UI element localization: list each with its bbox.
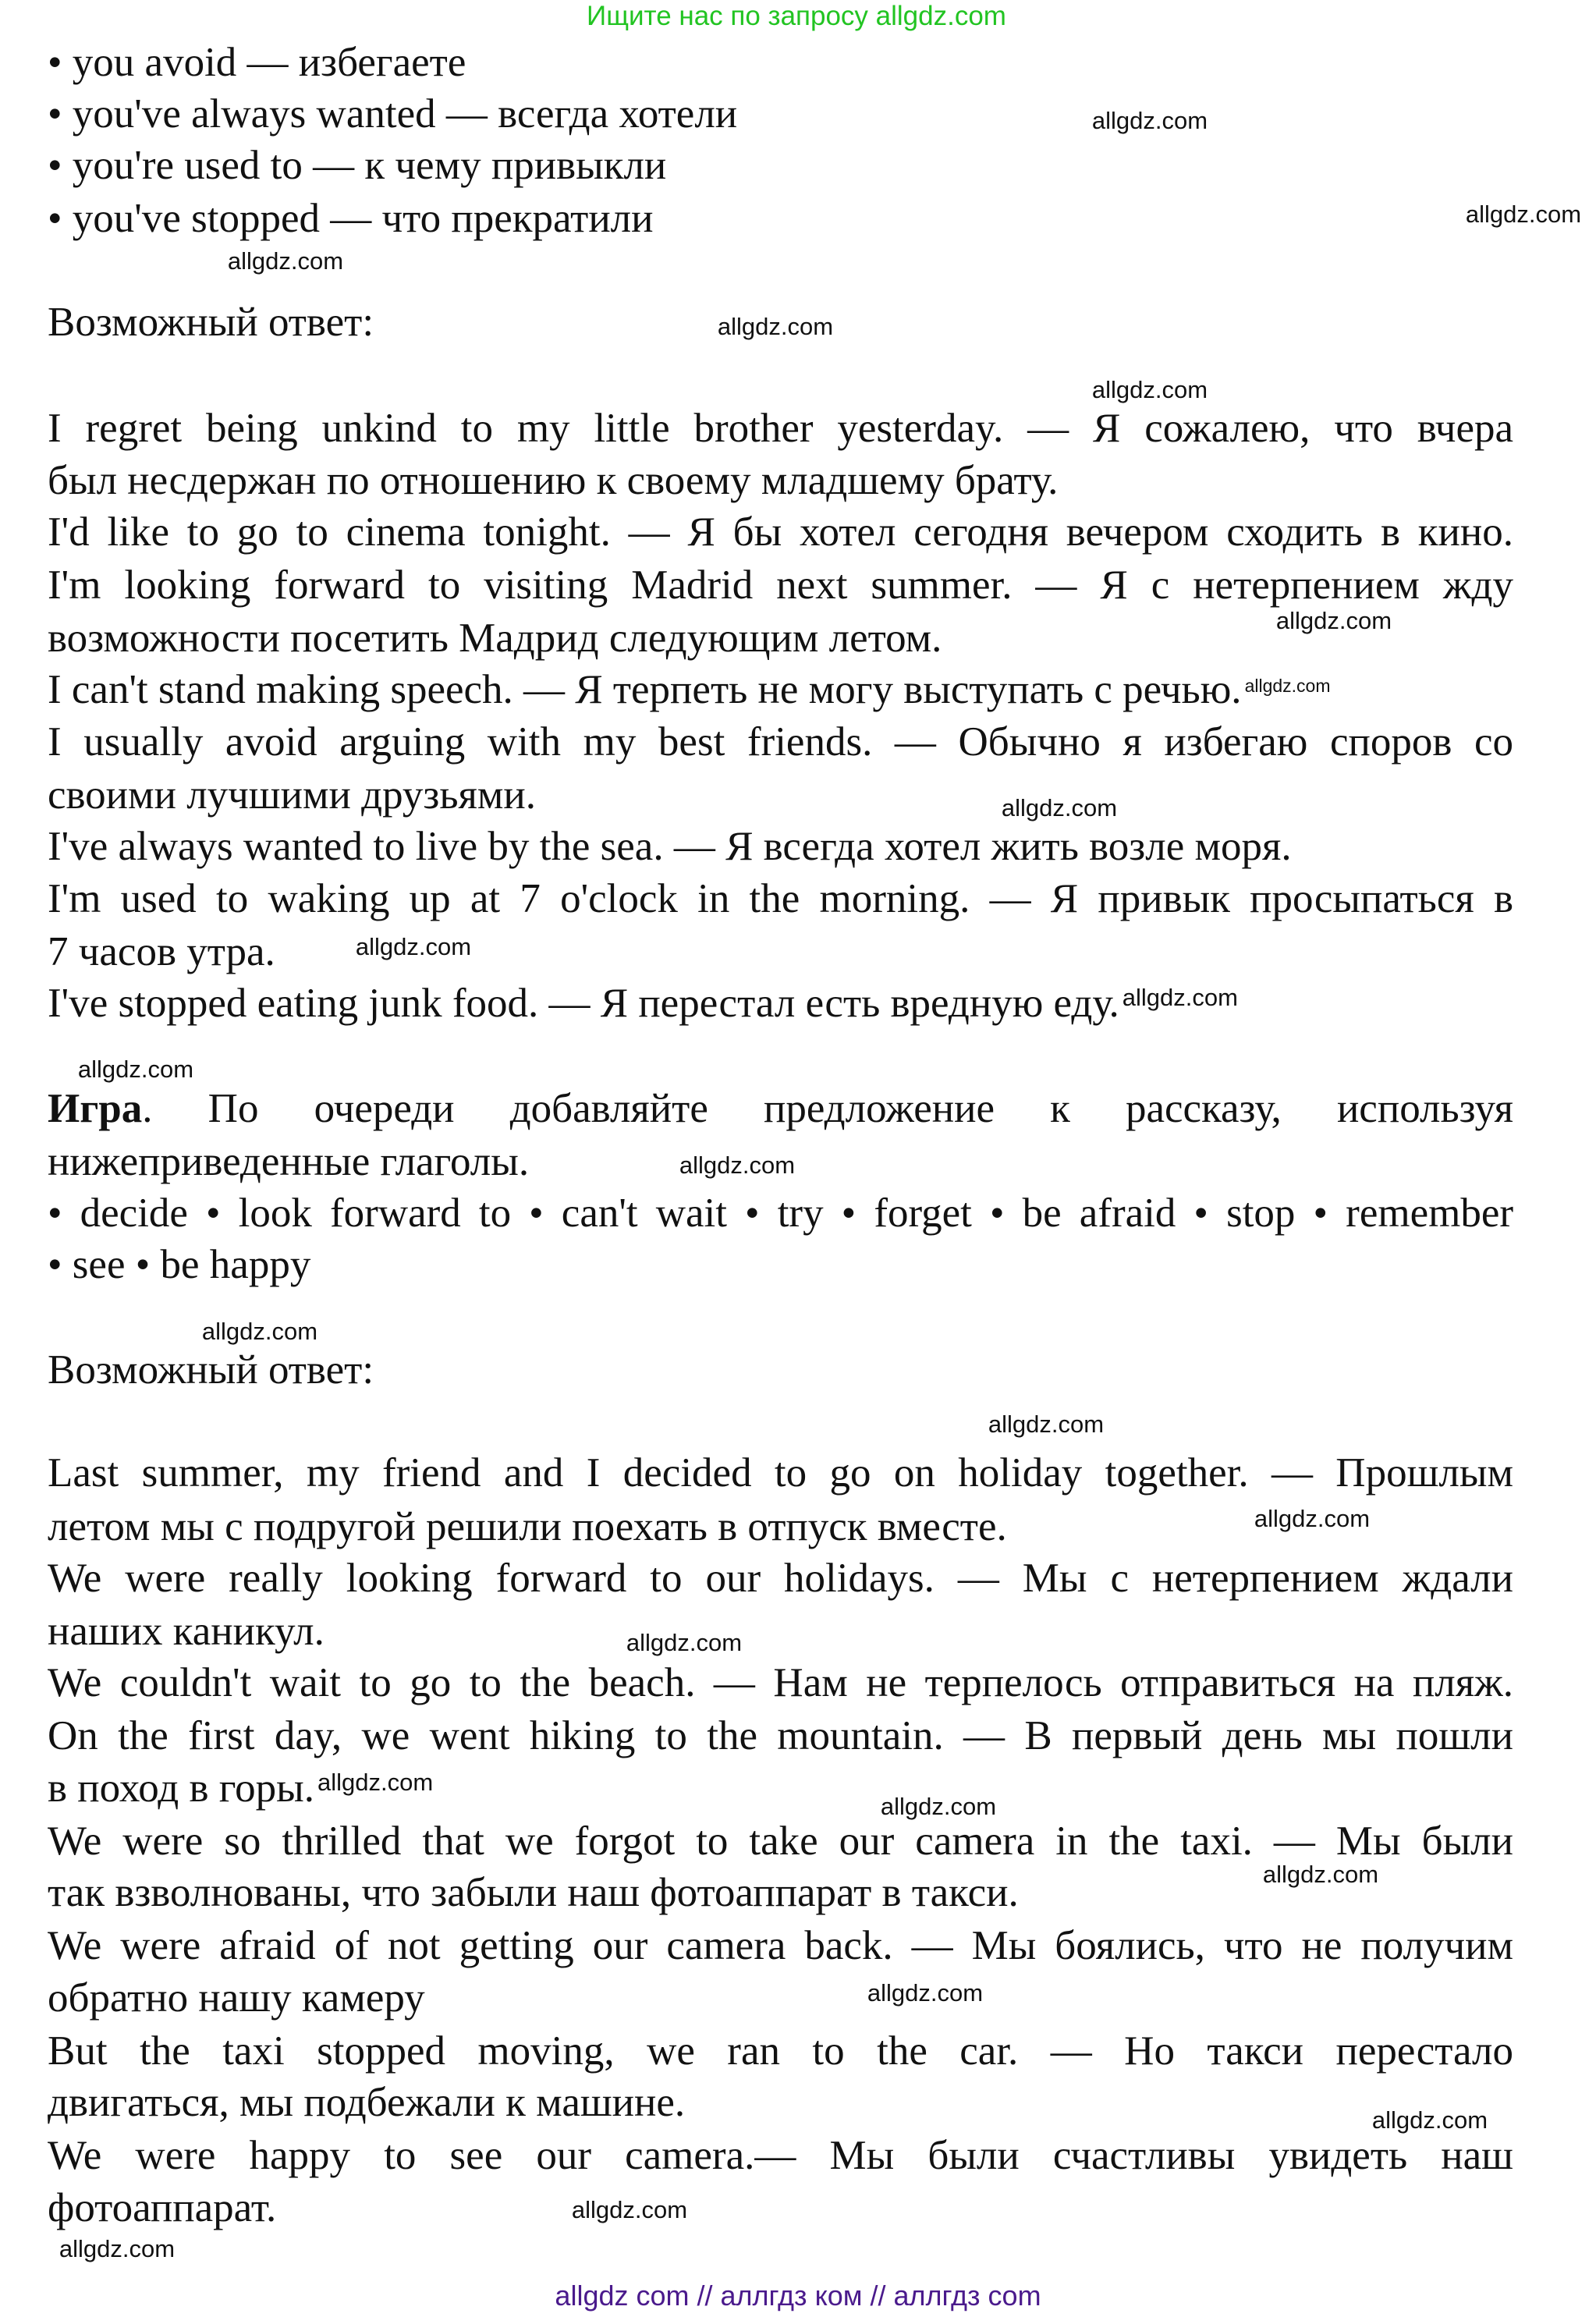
watermark: allgdz.com [317,1769,434,1796]
answer-line: I usually avoid arguing with my best friends. — Обычно я избегаю споров со [48,719,1513,765]
watermark: allgdz.com [988,1410,1105,1438]
watermark: allgdz.com [1001,794,1118,821]
story-line: наших каникул. [48,1609,325,1654]
story-line: We were so thrilled that we forgot to take our camera in the taxi. — Мы были [48,1818,1513,1864]
watermark: allgdz.com [227,247,344,275]
answer-line-wrap [48,668,1513,711]
answer-line: I'm used to waking up at 7 o'clock in the morning. — Я привык просыпаться в [48,876,1513,921]
vocab-item: • you've stopped — что прекратили [48,196,654,241]
game-instruction [48,1087,1513,1130]
watermark: allgdz.com [1091,107,1208,134]
answer-line: I've stopped eating junk food. — Я перестал есть вредную еду. [48,981,1119,1026]
watermark: allgdz.com [880,1793,997,1820]
answer-line-wrap [48,981,1513,1025]
watermark: allgdz.com [1122,984,1238,1011]
watermark: allgdz.com [867,1979,984,2007]
answer-line: I can't stand making speech. — Я терпеть не могу выступать с речью. [48,667,1242,712]
story-line: We were afraid of not getting our camera back. — Мы боялись, что не получим [48,1923,1513,1968]
story-line: так взволнованы, что забыли наш фотоаппарат в такси. [48,1870,1019,1915]
watermark: allgdz.com [1244,676,1331,696]
watermark: allgdz.com [1275,607,1392,634]
game-instruction-text: . По очереди добавляйте предложение к рассказу, используя [142,1086,1513,1131]
watermark: allgdz.com [77,1056,194,1083]
story-line: But the taxi stopped moving, we ran to the car. — Но такси перестало [48,2028,1513,2074]
vocab-item: • you've always wanted — всегда хотели [48,91,738,137]
watermark: allgdz.com [1465,200,1582,228]
story-line: On the first day, we went hiking to the mountain. — В первый день мы пошли [48,1713,1513,1758]
answer-label: Возможный ответ: [48,300,374,345]
answer-line: своими лучшими друзьями. [48,772,537,818]
answer-label: Возможный ответ: [48,1347,374,1393]
story-line: We were really looking forward to our holidays. — Мы с нетерпением ждали [48,1556,1513,1601]
story-line: летом мы с подругой решили поехать в отпуск вместе. [48,1504,1007,1549]
story-line: в поход в горы. [48,1765,315,1811]
watermark: allgdz.com [626,1629,743,1656]
answer-line: возможности посетить Мадрид следующим летом. [48,616,942,661]
answer-line: 7 часов утра. [48,929,275,974]
search-banner: Ищите нас по запросу allgdz.com [587,1,1006,31]
watermark: allgdz.com [1371,2106,1488,2134]
story-line: обратно нашу камеру [48,1975,425,2021]
watermark: allgdz.com [201,1318,318,1345]
story-line-wrap [48,1766,1513,1810]
verb-list: • see • be happy [48,1242,311,1287]
answer-line: был несдержан по отношению к своему младшему брату. [48,458,1059,503]
story-line: We couldn't wait to go to the beach. — Нам не терпелось отправиться на пляж. [48,1660,1513,1705]
watermark: allgdz.com [59,2235,176,2262]
watermark: allgdz.com [1091,376,1208,403]
answer-line: I regret being unkind to my little brother yesterday. — Я сожалею, что вчера [48,406,1513,451]
story-line: фотоаппарат. [48,2185,277,2230]
watermark: allgdz.com [1262,1861,1379,1888]
footer-links: allgdz com // аллгдз ком // аллгдз com [555,2280,1041,2312]
watermark: allgdz.com [1254,1505,1371,1532]
watermark: allgdz.com [679,1151,796,1179]
answer-line: I've always wanted to live by the sea. — Я всегда хотел жить возле моря. [48,824,1292,869]
story-line: двигаться, мы подбежали к машине. [48,2080,686,2125]
vocab-item: • you're used to — к чему привыкли [48,143,667,188]
verb-list: • decide • look forward to • can't wait • try • forget • be afraid • stop • remember [48,1190,1513,1236]
game-instruction-line: нижеприведенные глаголы. [48,1139,530,1184]
vocab-item: • you avoid — избегаете [48,40,466,85]
story-line: Last summer, my friend and I decided to go on holiday together. — Прошлым [48,1450,1513,1496]
watermark: allgdz.com [571,2196,688,2223]
answer-line: I'd like to go to cinema tonight. — Я бы хотел сегодня вечером сходить в кино. [48,509,1513,555]
watermark: allgdz.com [717,313,834,340]
answer-line: I'm looking forward to visiting Madrid next summer. — Я с нетерпением жду [48,562,1513,608]
watermark: allgdz.com [355,933,472,960]
story-line: We were happy to see our camera.— Мы были счастливы увидеть наш [48,2133,1513,2178]
game-title: Игра [48,1086,143,1131]
